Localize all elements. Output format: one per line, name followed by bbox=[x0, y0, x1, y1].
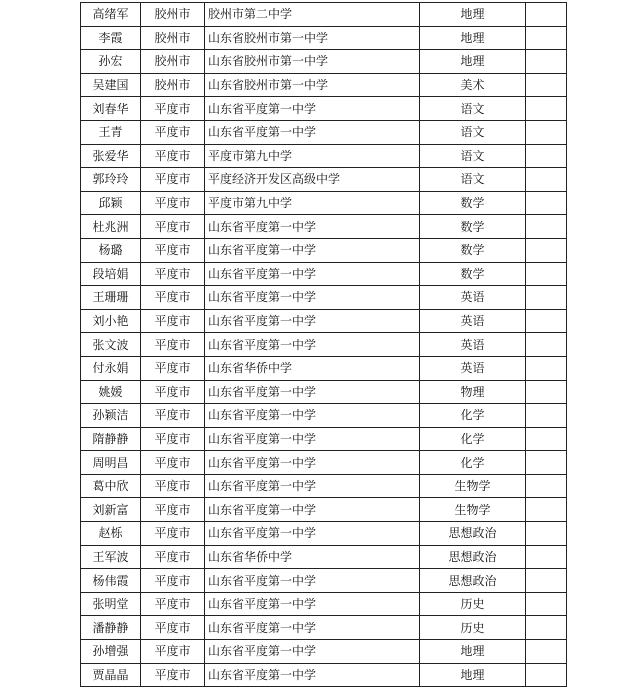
teacher-name-cell: 隋静静 bbox=[81, 427, 141, 451]
school-cell: 山东省华侨中学 bbox=[205, 356, 420, 380]
school-cell: 山东省平度第一中学 bbox=[205, 522, 420, 546]
subject-cell: 英语 bbox=[420, 333, 526, 357]
subject-cell: 英语 bbox=[420, 356, 526, 380]
blank-cell bbox=[526, 522, 567, 546]
subject-cell: 地理 bbox=[420, 640, 526, 664]
subject-cell: 生物学 bbox=[420, 498, 526, 522]
table-row bbox=[81, 168, 567, 192]
school-cell: 山东省平度第一中学 bbox=[205, 427, 420, 451]
city-cell: 平度市 bbox=[141, 356, 205, 380]
city-cell: 平度市 bbox=[141, 215, 205, 239]
teacher-name-cell: 张爱华 bbox=[81, 144, 141, 168]
table-row bbox=[81, 333, 567, 357]
school-cell: 平度市第九中学 bbox=[205, 191, 420, 215]
blank-cell bbox=[526, 640, 567, 664]
school-cell: 山东省平度第一中学 bbox=[205, 498, 420, 522]
teacher-name-cell: 郭玲玲 bbox=[81, 168, 141, 192]
school-cell: 山东省平度第一中学 bbox=[205, 616, 420, 640]
teacher-name-cell: 葛中欣 bbox=[81, 474, 141, 498]
city-cell: 平度市 bbox=[141, 451, 205, 475]
teacher-name-cell: 付永娟 bbox=[81, 356, 141, 380]
school-cell: 平度经济开发区高级中学 bbox=[205, 168, 420, 192]
subject-cell: 数学 bbox=[420, 215, 526, 239]
subject-cell: 物理 bbox=[420, 380, 526, 404]
blank-cell bbox=[526, 333, 567, 357]
teacher-name-cell: 刘小艳 bbox=[81, 309, 141, 333]
city-cell: 平度市 bbox=[141, 309, 205, 333]
blank-cell bbox=[526, 356, 567, 380]
school-cell: 山东省平度第一中学 bbox=[205, 120, 420, 144]
teacher-name-cell: 吴建国 bbox=[81, 73, 141, 97]
blank-cell bbox=[526, 663, 567, 687]
school-cell: 山东省胶州市第一中学 bbox=[205, 73, 420, 97]
blank-cell bbox=[526, 545, 567, 569]
roster-body bbox=[81, 3, 567, 687]
city-cell: 平度市 bbox=[141, 191, 205, 215]
blank-cell bbox=[526, 474, 567, 498]
subject-cell: 英语 bbox=[420, 309, 526, 333]
subject-cell: 化学 bbox=[420, 404, 526, 428]
teacher-name-cell: 王青 bbox=[81, 120, 141, 144]
blank-cell bbox=[526, 404, 567, 428]
city-cell: 平度市 bbox=[141, 427, 205, 451]
school-cell: 山东省平度第一中学 bbox=[205, 215, 420, 239]
table-row bbox=[81, 498, 567, 522]
roster-sheet bbox=[80, 2, 566, 687]
city-cell: 平度市 bbox=[141, 144, 205, 168]
city-cell: 平度市 bbox=[141, 286, 205, 310]
table-row bbox=[81, 451, 567, 475]
blank-cell bbox=[526, 238, 567, 262]
blank-cell bbox=[526, 380, 567, 404]
school-cell: 山东省华侨中学 bbox=[205, 545, 420, 569]
teacher-name-cell: 赵栎 bbox=[81, 522, 141, 546]
city-cell: 胶州市 bbox=[141, 50, 205, 74]
city-cell: 平度市 bbox=[141, 238, 205, 262]
school-cell: 山东省平度第一中学 bbox=[205, 309, 420, 333]
school-cell: 山东省平度第一中学 bbox=[205, 262, 420, 286]
table-row bbox=[81, 522, 567, 546]
blank-cell bbox=[526, 616, 567, 640]
city-cell: 胶州市 bbox=[141, 26, 205, 50]
city-cell: 胶州市 bbox=[141, 73, 205, 97]
table-row bbox=[81, 26, 567, 50]
city-cell: 平度市 bbox=[141, 168, 205, 192]
school-cell: 胶州市第二中学 bbox=[205, 3, 420, 27]
school-cell: 山东省平度第一中学 bbox=[205, 569, 420, 593]
teacher-name-cell: 邱颖 bbox=[81, 191, 141, 215]
subject-cell: 数学 bbox=[420, 191, 526, 215]
teacher-name-cell: 孙增强 bbox=[81, 640, 141, 664]
city-cell: 平度市 bbox=[141, 380, 205, 404]
table-row bbox=[81, 356, 567, 380]
blank-cell bbox=[526, 286, 567, 310]
teacher-name-cell: 李霞 bbox=[81, 26, 141, 50]
subject-cell: 地理 bbox=[420, 3, 526, 27]
city-cell: 平度市 bbox=[141, 262, 205, 286]
blank-cell bbox=[526, 498, 567, 522]
school-cell: 山东省平度第一中学 bbox=[205, 592, 420, 616]
blank-cell bbox=[526, 309, 567, 333]
table-row bbox=[81, 640, 567, 664]
school-cell: 山东省胶州市第一中学 bbox=[205, 50, 420, 74]
blank-cell bbox=[526, 120, 567, 144]
city-cell: 平度市 bbox=[141, 663, 205, 687]
subject-cell: 化学 bbox=[420, 427, 526, 451]
subject-cell: 数学 bbox=[420, 238, 526, 262]
teacher-name-cell: 刘新富 bbox=[81, 498, 141, 522]
table-row bbox=[81, 120, 567, 144]
blank-cell bbox=[526, 191, 567, 215]
school-cell: 山东省平度第一中学 bbox=[205, 333, 420, 357]
subject-cell: 数学 bbox=[420, 262, 526, 286]
blank-cell bbox=[526, 144, 567, 168]
school-cell: 平度市第九中学 bbox=[205, 144, 420, 168]
teacher-name-cell: 潘静静 bbox=[81, 616, 141, 640]
school-cell: 山东省平度第一中学 bbox=[205, 640, 420, 664]
teacher-name-cell: 姚媛 bbox=[81, 380, 141, 404]
blank-cell bbox=[526, 215, 567, 239]
school-cell: 山东省平度第一中学 bbox=[205, 663, 420, 687]
table-row bbox=[81, 191, 567, 215]
city-cell: 平度市 bbox=[141, 404, 205, 428]
blank-cell bbox=[526, 26, 567, 50]
table-row bbox=[81, 238, 567, 262]
subject-cell: 语文 bbox=[420, 144, 526, 168]
city-cell: 平度市 bbox=[141, 545, 205, 569]
teacher-name-cell: 孙宏 bbox=[81, 50, 141, 74]
table-row bbox=[81, 592, 567, 616]
table-row bbox=[81, 3, 567, 27]
subject-cell: 地理 bbox=[420, 663, 526, 687]
table-row bbox=[81, 50, 567, 74]
blank-cell bbox=[526, 3, 567, 27]
table-row bbox=[81, 474, 567, 498]
school-cell: 山东省平度第一中学 bbox=[205, 286, 420, 310]
city-cell: 平度市 bbox=[141, 120, 205, 144]
teacher-roster-table bbox=[80, 2, 567, 687]
subject-cell: 语文 bbox=[420, 97, 526, 121]
table-row bbox=[81, 286, 567, 310]
blank-cell bbox=[526, 97, 567, 121]
table-row bbox=[81, 616, 567, 640]
teacher-name-cell: 王军波 bbox=[81, 545, 141, 569]
table-row bbox=[81, 215, 567, 239]
subject-cell: 思想政治 bbox=[420, 545, 526, 569]
blank-cell bbox=[526, 50, 567, 74]
teacher-name-cell: 杨伟霞 bbox=[81, 569, 141, 593]
subject-cell: 英语 bbox=[420, 286, 526, 310]
subject-cell: 思想政治 bbox=[420, 569, 526, 593]
blank-cell bbox=[526, 592, 567, 616]
subject-cell: 化学 bbox=[420, 451, 526, 475]
teacher-name-cell: 张明堂 bbox=[81, 592, 141, 616]
teacher-name-cell: 张文波 bbox=[81, 333, 141, 357]
teacher-name-cell: 杜兆洲 bbox=[81, 215, 141, 239]
teacher-name-cell: 王珊珊 bbox=[81, 286, 141, 310]
table-row bbox=[81, 545, 567, 569]
city-cell: 胶州市 bbox=[141, 3, 205, 27]
blank-cell bbox=[526, 569, 567, 593]
table-row bbox=[81, 73, 567, 97]
table-row bbox=[81, 569, 567, 593]
blank-cell bbox=[526, 168, 567, 192]
subject-cell: 生物学 bbox=[420, 474, 526, 498]
table-row bbox=[81, 262, 567, 286]
teacher-name-cell: 孙颖洁 bbox=[81, 404, 141, 428]
teacher-name-cell: 段培娟 bbox=[81, 262, 141, 286]
table-row bbox=[81, 380, 567, 404]
city-cell: 平度市 bbox=[141, 569, 205, 593]
subject-cell: 美术 bbox=[420, 73, 526, 97]
city-cell: 平度市 bbox=[141, 522, 205, 546]
table-row bbox=[81, 404, 567, 428]
table-row bbox=[81, 97, 567, 121]
teacher-name-cell: 杨璐 bbox=[81, 238, 141, 262]
teacher-name-cell: 周明昌 bbox=[81, 451, 141, 475]
city-cell: 平度市 bbox=[141, 498, 205, 522]
city-cell: 平度市 bbox=[141, 592, 205, 616]
subject-cell: 地理 bbox=[420, 26, 526, 50]
teacher-name-cell: 刘春华 bbox=[81, 97, 141, 121]
city-cell: 平度市 bbox=[141, 616, 205, 640]
subject-cell: 语文 bbox=[420, 168, 526, 192]
school-cell: 山东省平度第一中学 bbox=[205, 451, 420, 475]
blank-cell bbox=[526, 73, 567, 97]
city-cell: 平度市 bbox=[141, 333, 205, 357]
city-cell: 平度市 bbox=[141, 474, 205, 498]
subject-cell: 语文 bbox=[420, 120, 526, 144]
teacher-name-cell: 高绪军 bbox=[81, 3, 141, 27]
school-cell: 山东省胶州市第一中学 bbox=[205, 26, 420, 50]
teacher-name-cell: 贾晶晶 bbox=[81, 663, 141, 687]
subject-cell: 历史 bbox=[420, 592, 526, 616]
subject-cell: 历史 bbox=[420, 616, 526, 640]
table-row bbox=[81, 309, 567, 333]
school-cell: 山东省平度第一中学 bbox=[205, 474, 420, 498]
city-cell: 平度市 bbox=[141, 97, 205, 121]
school-cell: 山东省平度第一中学 bbox=[205, 97, 420, 121]
table-row bbox=[81, 427, 567, 451]
table-row bbox=[81, 144, 567, 168]
school-cell: 山东省平度第一中学 bbox=[205, 404, 420, 428]
subject-cell: 思想政治 bbox=[420, 522, 526, 546]
blank-cell bbox=[526, 451, 567, 475]
school-cell: 山东省平度第一中学 bbox=[205, 238, 420, 262]
city-cell: 平度市 bbox=[141, 640, 205, 664]
blank-cell bbox=[526, 427, 567, 451]
table-row bbox=[81, 663, 567, 687]
blank-cell bbox=[526, 262, 567, 286]
subject-cell: 地理 bbox=[420, 50, 526, 74]
school-cell: 山东省平度第一中学 bbox=[205, 380, 420, 404]
